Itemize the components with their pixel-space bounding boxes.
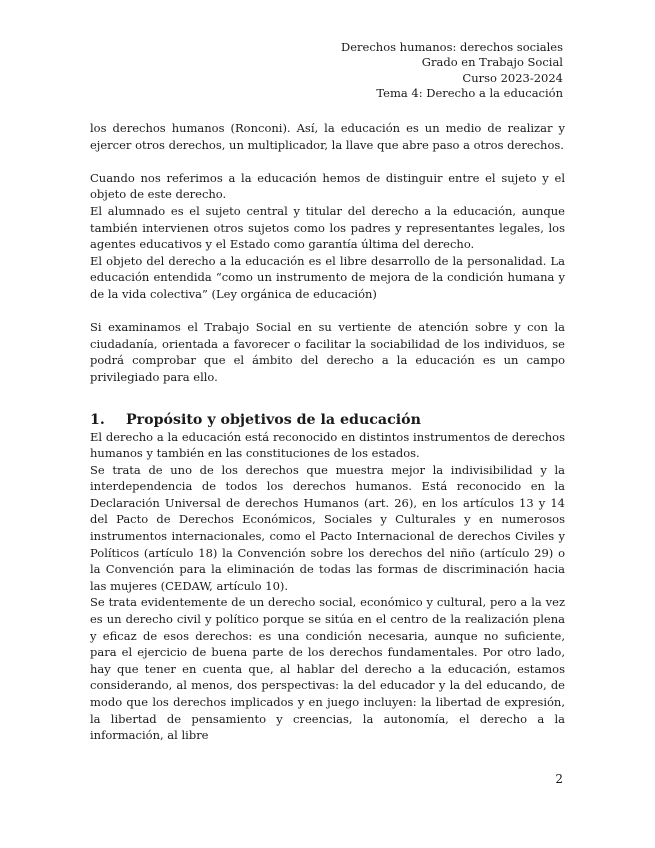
page-number: 2	[555, 772, 563, 786]
section-heading	[90, 411, 565, 429]
header-degree: Grado en Trabajo Social	[421, 55, 563, 70]
paragraph-subject-object: Cuando nos referimos a la educación hemos de distinguir entre el sujeto y el objeto de este derecho.	[90, 170, 565, 202]
paragraph-social-work: Si examinamos el Trabajo Social en su vertiente de atención sobre y con la ciudadanía, orientada a favorecer o facilitar la sociabilidad de los individuos, se podrá comprobar que el ámbito del derecho a la educación es un campo privilegiado para ello.	[90, 320, 565, 384]
header-course-title: Derechos humanos: derechos sociales	[341, 40, 563, 54]
page-body	[90, 120, 565, 744]
section-paragraph-social-right: Se trata evidentemente de un derecho social, económico y cultural, pero a la vez es un derecho civil y político porque se sitúa en el centro de la realización plena y eficaz de esos derechos: es una condición necesaria, aunque no suficiente, para el ejercicio de buena parte de los derechos fundamentales. Por otro lado, hay que tener en cuenta que, al hablar del derecho a la educación, estamos considerando, al menos, dos perspectivas: la del educador y la del educando, de modo que los derechos implicados y en juego incluyen: la libertad de expresión, la libertad de pensamiento y creencias, la autonomía, el derecho a la información, al libre	[90, 595, 565, 743]
section-number: 1.	[90, 411, 105, 428]
running-header	[341, 40, 563, 102]
paragraph-continuation: los derechos humanos (Ronconi). Así, la educación es un medio de realizar y ejercer otros derechos, un multiplicador, la llave que abre paso a otros derechos.	[90, 121, 565, 152]
section-paragraph-recognition: El derecho a la educación está reconocido en distintos instrumentos de derechos humanos y también en las constituciones de los estados.	[90, 429, 565, 461]
paragraph-subject: El alumnado es el sujeto central y titular del derecho a la educación, aunque también intervienen otros sujetos como los padres y representantes legales, los agentes educativos y el Estado como garantía última del derecho.	[90, 203, 565, 252]
header-academic-year: Curso 2023-2024	[462, 70, 563, 85]
section-title: Propósito y objetivos de la educación	[126, 411, 421, 428]
section-paragraph-indivisibility: Se trata de uno de los derechos que muestra mejor la indivisibilidad y la interdependencia de todos los derechos humanos. Está reconocido en la Declaración Universal de derechos Humanos (art. 26), en los artículos 13 y 14 del Pacto de Derechos Económicos, Sociales y Culturales y en numerosos instrumentos internacionales, como el Pacto Internacional de derechos Civiles y Políticos (artículo 18) la Convención sobre los derechos del niño (artículo 29) o la Convención para la eliminación de todas las formas de discriminación hacia las mujeres (CEDAW, artículo 10).	[90, 462, 565, 593]
paragraph-object: El objeto del derecho a la educación es el libre desarrollo de la personalidad. La educación entendida “como un instrumento de mejora de la condición humana y de la vida colectiva” (Ley orgánica de educación)	[90, 253, 565, 301]
header-topic: Tema 4: Derecho a la educación	[376, 86, 563, 101]
